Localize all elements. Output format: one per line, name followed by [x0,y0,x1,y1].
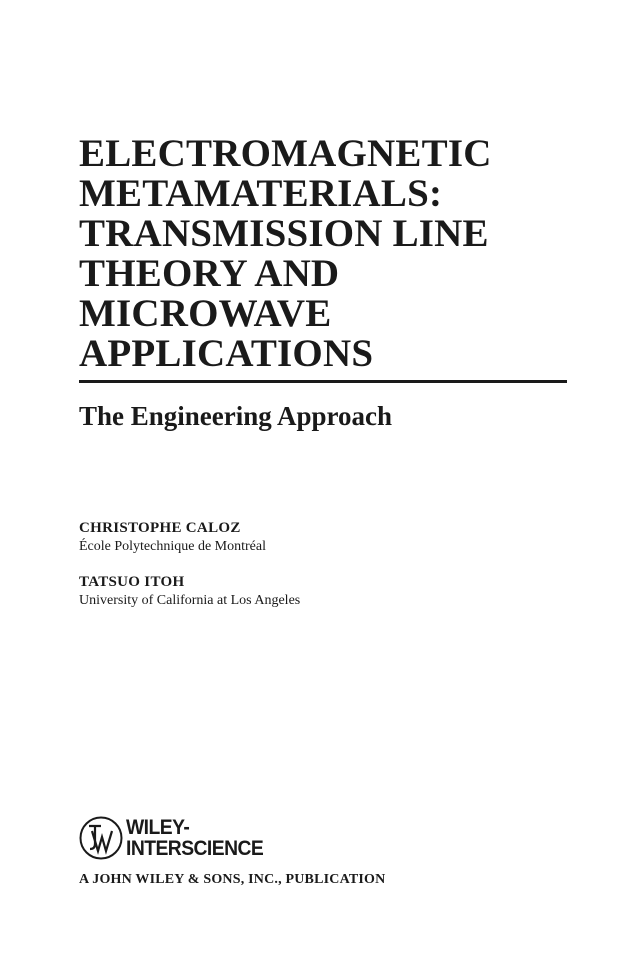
author-name: TATSUO ITOH [79,574,185,590]
author-block [79,519,266,556]
book-title-line: METAMATERIALS: [79,172,443,215]
publisher-logo [79,813,275,863]
book-title [79,134,579,374]
book-title-line: THEORY AND [79,252,340,295]
logo-text-line: WILEY- [126,816,190,839]
logo-text-line: INTERSCIENCE [126,837,264,860]
book-title-line: APPLICATIONS [79,332,374,375]
book-title-line: ELECTROMAGNETIC [79,132,492,175]
publisher-logotype [126,817,263,859]
publisher-imprint: A JOHN WILEY & SONS, INC., PUBLICATION [79,872,386,887]
book-title-line: MICROWAVE [79,292,332,335]
author-name: CHRISTOPHE CALOZ [79,520,241,536]
wiley-jw-emblem-icon [79,816,123,860]
title-divider [79,380,567,383]
author-block [79,573,300,610]
author-affiliation: University of California at Los Angeles [79,593,301,608]
book-title-line: TRANSMISSION LINE [79,212,489,255]
author-affiliation: École Polytechnique de Montréal [79,539,266,554]
book-subtitle: The Engineering Approach [79,401,393,431]
